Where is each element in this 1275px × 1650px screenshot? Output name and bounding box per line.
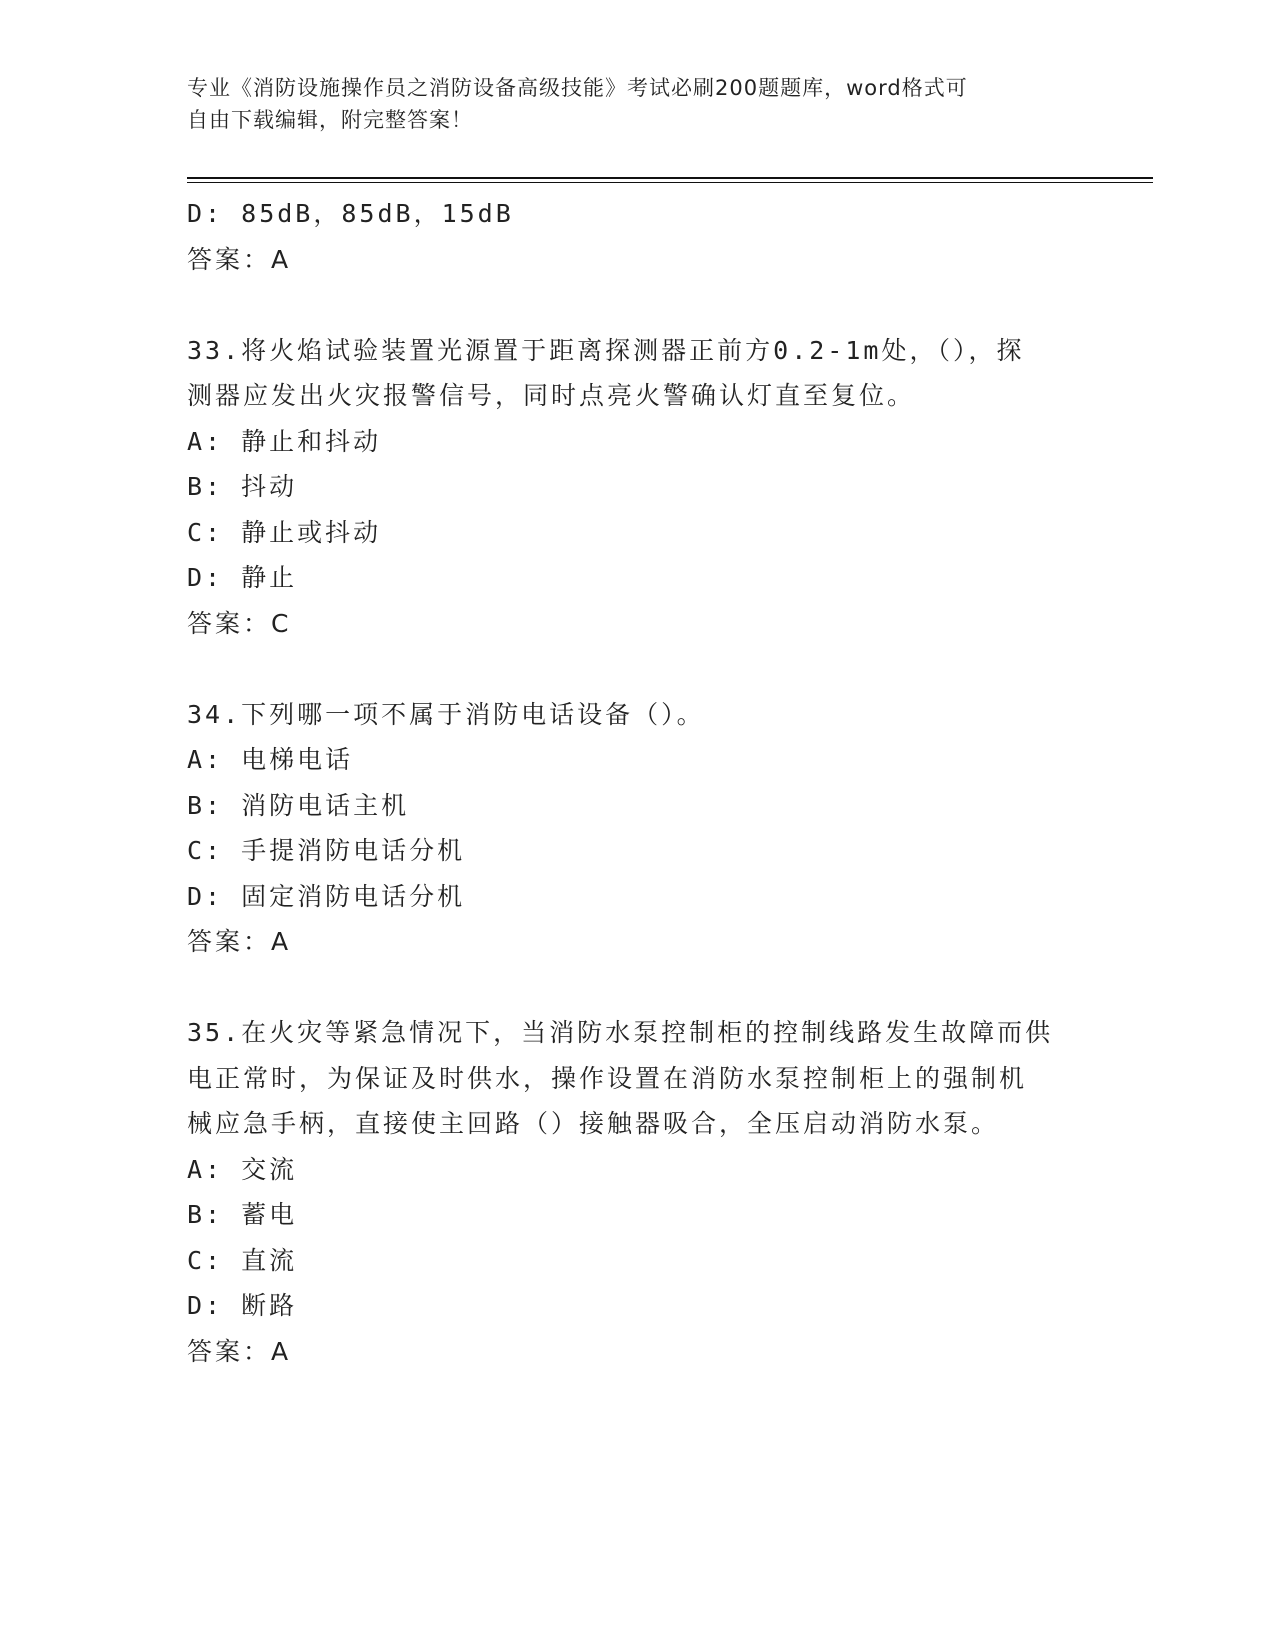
question-list xyxy=(187,191,1087,1374)
option-d: D: 固定消防电话分机 xyxy=(187,881,466,911)
prev-option-d: D: 85dB，85dB，15dB xyxy=(187,199,514,228)
option-c: C: 手提消防电话分机 xyxy=(187,836,466,865)
option-a: A: 静止和抖动 xyxy=(187,426,382,456)
option-a: A: 交流 xyxy=(187,1154,298,1184)
question-text-line: 35.在火灾等紧急情况下，当消防水泵控制柜的控制线路发生故障而供 xyxy=(187,1018,1054,1047)
option-b: B: 抖动 xyxy=(187,472,298,501)
question-34 xyxy=(187,692,1087,965)
spacer xyxy=(187,646,1087,692)
prev-answer: 答案：A xyxy=(187,244,292,274)
answer: 答案：A xyxy=(187,1336,292,1366)
spacer xyxy=(187,965,1087,1011)
header-divider-thick xyxy=(187,177,1153,179)
question-text-line: 电正常时，为保证及时供水，操作设置在消防水泵控制柜上的强制机 xyxy=(187,1063,1028,1093)
question-33 xyxy=(187,328,1087,647)
option-b: B: 消防电话主机 xyxy=(187,790,410,820)
question-35 xyxy=(187,1010,1087,1374)
spacer xyxy=(187,282,1087,328)
answer: 答案：C xyxy=(187,608,292,638)
option-d: D: 断路 xyxy=(187,1291,298,1320)
header-line-1: 专业《消防设施操作员之消防设备高级技能》考试必刷200题题库，word格式可 xyxy=(187,76,968,100)
header-divider-thin xyxy=(187,182,1153,183)
question-text-line: 械应急手柄，直接使主回路（）接触器吸合，全压启动消防水泵。 xyxy=(187,1109,1000,1138)
question-text-line: 34.下列哪一项不属于消防电话设备（）。 xyxy=(187,699,705,729)
option-c: C: 直流 xyxy=(187,1245,298,1275)
question-text-line: 33.将火焰试验装置光源置于距离探测器正前方0.2-1m处，（），探 xyxy=(187,335,1025,365)
header-line-2: 自由下载编辑，附完整答案！ xyxy=(187,108,473,132)
option-b: B: 蓄电 xyxy=(187,1200,298,1229)
option-c: C: 静止或抖动 xyxy=(187,517,382,547)
answer: 答案：A xyxy=(187,927,292,956)
page-header xyxy=(187,72,1067,136)
question-text-line: 测器应发出火灾报警信号，同时点亮火警确认灯直至复位。 xyxy=(187,381,916,410)
option-d: D: 静止 xyxy=(187,563,298,592)
option-a: A: 电梯电话 xyxy=(187,745,354,774)
